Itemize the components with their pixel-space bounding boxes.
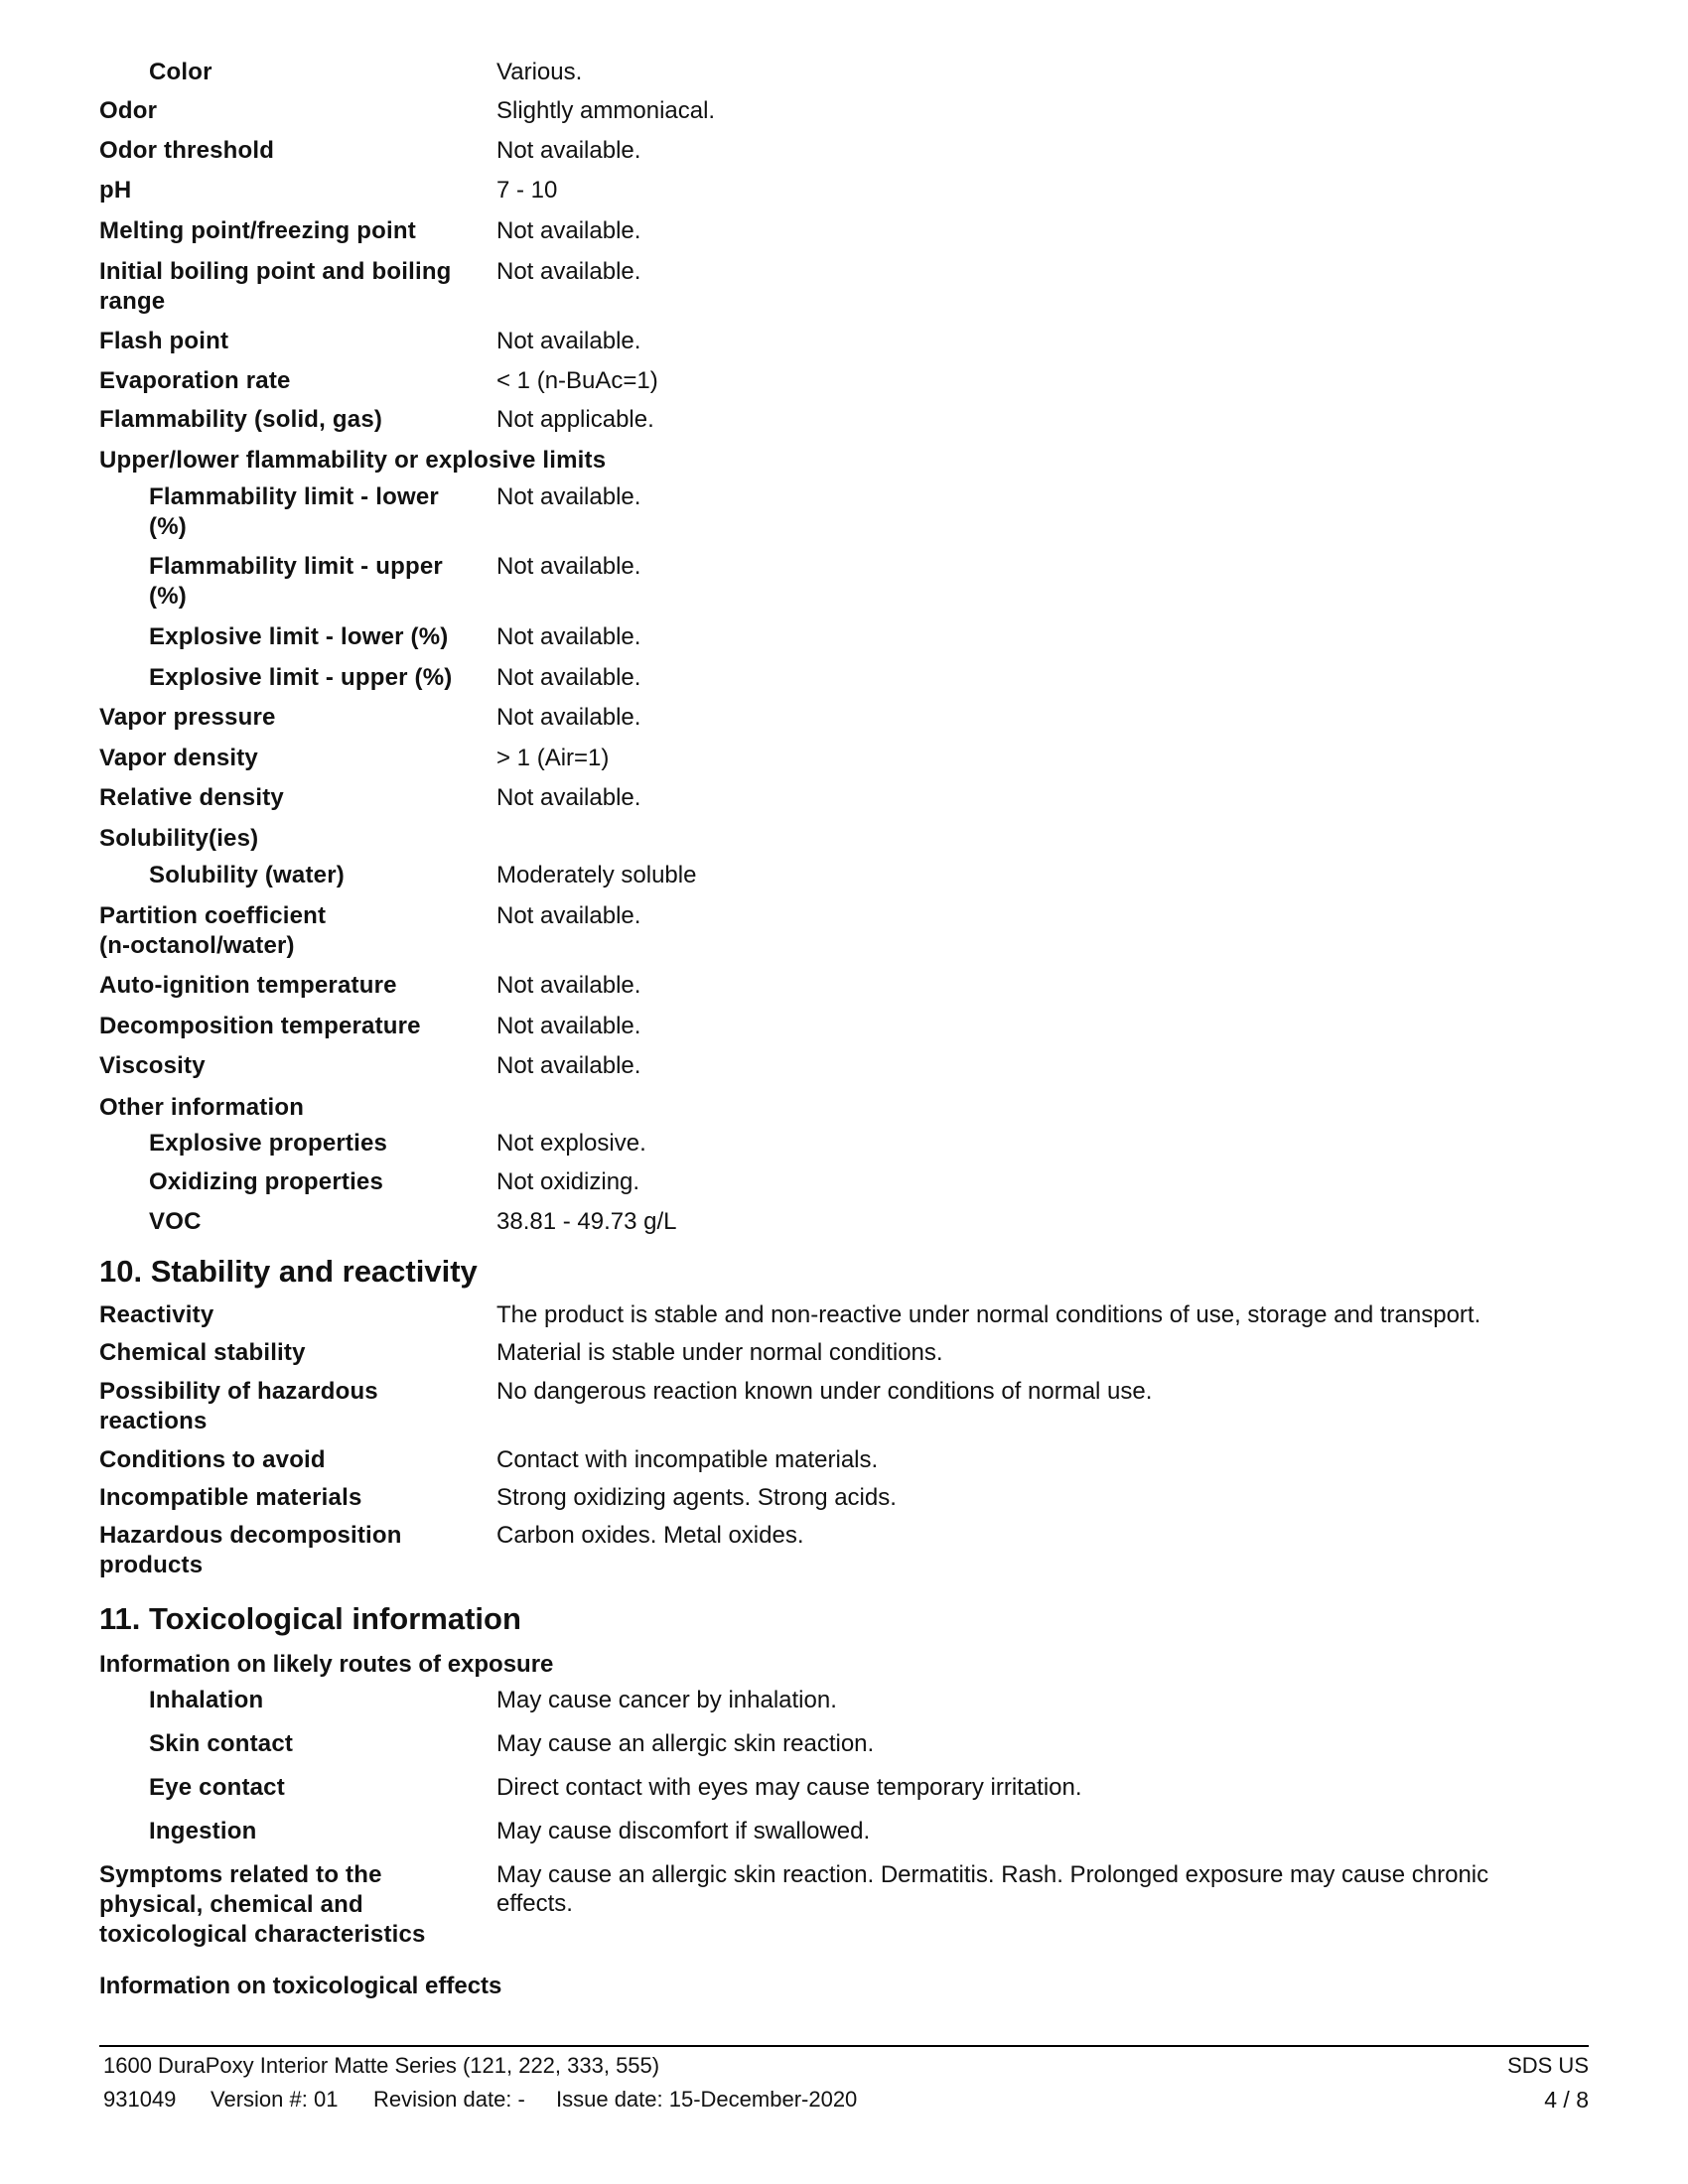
page-number: 4 / 8	[1544, 2087, 1589, 2113]
property-value: Not oxidizing.	[496, 1168, 640, 1195]
property-value: Not available.	[496, 1013, 641, 1039]
property-group-heading: Upper/lower flammability or explosive limits	[99, 447, 607, 474]
property-value: Not available.	[496, 217, 641, 244]
stability-value: Carbon oxides. Metal oxides.	[496, 1522, 804, 1549]
toxicological-effects-heading: Information on toxicological effects	[99, 1973, 502, 1999]
property-value: Not available.	[496, 328, 641, 354]
route-label: Inhalation	[149, 1687, 264, 1713]
property-label: Partition coefficient (n-octanol/water)	[99, 902, 327, 959]
property-label: VOC	[149, 1208, 202, 1235]
property-value: Moderately soluble	[496, 862, 697, 888]
property-value: < 1 (n-BuAc=1)	[496, 367, 658, 394]
property-value: Not explosive.	[496, 1130, 646, 1157]
route-value: May cause discomfort if swallowed.	[496, 1818, 871, 1844]
stability-value: Material is stable under normal conditions.	[496, 1339, 943, 1366]
property-value: Not available.	[496, 902, 641, 929]
property-value: Not available.	[496, 137, 641, 164]
property-value: Not available.	[496, 1052, 641, 1079]
property-value: Not available.	[496, 258, 641, 285]
stability-label: Possibility of hazardous reactions	[99, 1378, 378, 1434]
route-label: Skin contact	[149, 1730, 294, 1757]
routes-heading: Information on likely routes of exposure	[99, 1651, 554, 1678]
property-label: Solubility (water)	[149, 862, 345, 888]
property-label: pH	[99, 177, 132, 204]
property-label: Color	[149, 59, 212, 85]
stability-value: The product is stable and non-reactive under normal conditions of use, storage and transport.	[496, 1301, 1481, 1328]
stability-value: No dangerous reaction known under conditions of normal use.	[496, 1378, 1153, 1405]
property-value: Slightly ammoniacal.	[496, 97, 716, 124]
route-value: May cause cancer by inhalation.	[496, 1687, 837, 1713]
property-label: Odor	[99, 97, 158, 124]
footer-revision-date: Revision date: -	[373, 2087, 525, 2112]
stability-value: Strong oxidizing agents. Strong acids.	[496, 1484, 897, 1511]
property-value: 38.81 - 49.73 g/L	[496, 1208, 677, 1235]
symptoms-label: Symptoms related to the physical, chemical and toxicological characteristics	[99, 1861, 426, 1948]
property-label: Flammability limit - lower (%)	[149, 483, 439, 540]
property-label: Vapor density	[99, 745, 258, 771]
footer-doc-type: SDS US	[1507, 2053, 1589, 2078]
property-value: Not available.	[496, 664, 641, 691]
property-label: Melting point/freezing point	[99, 217, 416, 244]
stability-label: Hazardous decomposition products	[99, 1522, 402, 1578]
footer-divider	[99, 2045, 1589, 2047]
stability-label: Chemical stability	[99, 1339, 306, 1366]
property-label: Flammability (solid, gas)	[99, 406, 383, 433]
symptoms-value: May cause an allergic skin reaction. Dermatitis. Rash. Prolonged exposure may cause chronic effects.	[496, 1861, 1489, 1917]
property-group-heading: Other information	[99, 1094, 305, 1121]
property-label: Flammability limit - upper (%)	[149, 553, 443, 610]
property-value: Not available.	[496, 784, 641, 811]
property-label: Relative density	[99, 784, 284, 811]
property-label: Oxidizing properties	[149, 1168, 384, 1195]
property-value: Not available.	[496, 623, 641, 650]
property-label: Decomposition temperature	[99, 1013, 421, 1039]
footer-version: Version #: 01	[211, 2087, 339, 2112]
property-value: 7 - 10	[496, 177, 558, 204]
property-label: Explosive limit - upper (%)	[149, 664, 453, 691]
section-11-title: 11. Toxicological information	[99, 1601, 521, 1636]
property-value: Not available.	[496, 972, 641, 999]
section-10-title: 10. Stability and reactivity	[99, 1254, 478, 1289]
property-label: Explosive properties	[149, 1130, 388, 1157]
property-label: Viscosity	[99, 1052, 206, 1079]
property-value: Not applicable.	[496, 406, 654, 433]
property-value: Not available.	[496, 483, 641, 510]
property-label: Initial boiling point and boiling range	[99, 258, 452, 315]
property-label: Vapor pressure	[99, 704, 276, 731]
stability-value: Contact with incompatible materials.	[496, 1446, 879, 1473]
route-label: Ingestion	[149, 1818, 257, 1844]
route-value: Direct contact with eyes may cause temporary irritation.	[496, 1774, 1082, 1801]
footer-product: 1600 DuraPoxy Interior Matte Series (121, 222, 333, 555)	[103, 2053, 660, 2078]
stability-label: Reactivity	[99, 1301, 214, 1328]
property-group-heading: Solubility(ies)	[99, 825, 259, 852]
property-value: Not available.	[496, 704, 641, 731]
route-label: Eye contact	[149, 1774, 285, 1801]
property-label: Explosive limit - lower (%)	[149, 623, 449, 650]
footer-id: 931049	[103, 2087, 177, 2112]
property-label: Evaporation rate	[99, 367, 291, 394]
property-value: Not available.	[496, 553, 641, 580]
property-label: Flash point	[99, 328, 229, 354]
footer-issue-date: Issue date: 15-December-2020	[556, 2087, 858, 2112]
route-value: May cause an allergic skin reaction.	[496, 1730, 875, 1757]
stability-label: Conditions to avoid	[99, 1446, 326, 1473]
property-label: Odor threshold	[99, 137, 275, 164]
property-value: Various.	[496, 59, 583, 85]
stability-label: Incompatible materials	[99, 1484, 362, 1511]
property-value: > 1 (Air=1)	[496, 745, 610, 771]
property-label: Auto-ignition temperature	[99, 972, 397, 999]
